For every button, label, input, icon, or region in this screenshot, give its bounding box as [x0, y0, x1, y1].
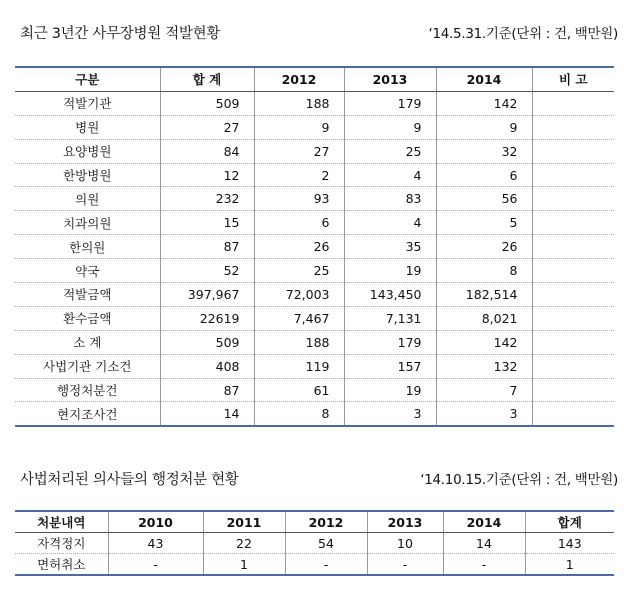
row-label: 적발기관	[15, 91, 160, 115]
table-cell: 9	[344, 115, 436, 139]
row-label: 요양병원	[15, 139, 160, 163]
table-cell: 56	[436, 187, 532, 211]
table-row	[15, 139, 614, 163]
table-cell: 142	[436, 91, 532, 115]
row-label: 의원	[15, 187, 160, 211]
table-cell: -	[367, 554, 443, 576]
table-row	[15, 163, 614, 187]
table-row	[15, 235, 614, 259]
row-label: 약국	[15, 259, 160, 283]
table-cell: 93	[254, 187, 344, 211]
table-cell: 509	[160, 91, 254, 115]
table-row	[15, 211, 614, 235]
table-cell	[532, 306, 614, 330]
table-cell: 19	[344, 259, 436, 283]
table-cell: 12	[160, 163, 254, 187]
row-label: 환수금액	[15, 306, 160, 330]
row-label: 한방병원	[15, 163, 160, 187]
table-cell: 25	[254, 259, 344, 283]
table-cell: 157	[344, 354, 436, 378]
table2-header-2013: 2013	[367, 511, 443, 533]
table-cell: 32	[436, 139, 532, 163]
table-cell	[532, 115, 614, 139]
table-cell: 6	[254, 211, 344, 235]
table2-title: 사법처리된 의사들의 행정처분 현황	[20, 472, 239, 488]
table-cell: 19	[344, 378, 436, 402]
table-cell: 408	[160, 354, 254, 378]
table2-header-total: 합계	[525, 511, 614, 533]
table-cell	[532, 211, 614, 235]
table-cell: 43	[108, 533, 203, 554]
table-cell: 27	[254, 139, 344, 163]
row-label: 치과의원	[15, 211, 160, 235]
table-cell: 26	[436, 235, 532, 259]
row-label: 현지조사건	[15, 402, 160, 426]
table-cell: 2	[254, 163, 344, 187]
table-cell: 22619	[160, 306, 254, 330]
table-cell: 83	[344, 187, 436, 211]
table1-header-remarks: 비 고	[532, 67, 614, 91]
table2-unit-note: ‘14.10.15.기준(단위 : 건, 백만원)	[420, 472, 618, 488]
table-row	[15, 378, 614, 402]
table-cell: 1	[525, 554, 614, 576]
table1-header-category: 구분	[15, 67, 160, 91]
table-cell: 8	[254, 402, 344, 426]
row-label: 면허취소	[15, 554, 108, 576]
table2-header-action: 처분내역	[15, 511, 108, 533]
detection-status-table	[15, 66, 614, 427]
table-cell: 35	[344, 235, 436, 259]
table-cell: 10	[367, 533, 443, 554]
table1-header-2013: 2013	[344, 67, 436, 91]
table-cell: 3	[344, 402, 436, 426]
table2-header-2012: 2012	[285, 511, 367, 533]
table-cell: -	[108, 554, 203, 576]
table-row	[15, 354, 614, 378]
table-cell: 7,467	[254, 306, 344, 330]
table-cell: 9	[436, 115, 532, 139]
table-row	[15, 91, 614, 115]
table-cell: 87	[160, 235, 254, 259]
table-cell	[532, 330, 614, 354]
row-label: 사법기관 기소건	[15, 354, 160, 378]
table-row	[15, 187, 614, 211]
table-cell	[532, 139, 614, 163]
table-cell: -	[285, 554, 367, 576]
table-cell	[532, 354, 614, 378]
row-label: 한의원	[15, 235, 160, 259]
table-cell: 179	[344, 91, 436, 115]
table-cell: 179	[344, 330, 436, 354]
table-cell: 8	[436, 259, 532, 283]
table-cell: 84	[160, 139, 254, 163]
table1-header-2012: 2012	[254, 67, 344, 91]
table-cell: 3	[436, 402, 532, 426]
table-cell: 132	[436, 354, 532, 378]
table2-header-2011: 2011	[203, 511, 285, 533]
table-cell: -	[443, 554, 525, 576]
table-cell	[532, 163, 614, 187]
table-cell	[532, 283, 614, 307]
table1-header-row	[15, 67, 614, 91]
table2-header-2014: 2014	[443, 511, 525, 533]
table-cell: 1	[203, 554, 285, 576]
table-cell: 4	[344, 163, 436, 187]
table-cell: 4	[344, 211, 436, 235]
table2-header-2010: 2010	[108, 511, 203, 533]
table-cell: 7	[436, 378, 532, 402]
table-cell	[532, 91, 614, 115]
table-cell: 27	[160, 115, 254, 139]
row-label: 소 계	[15, 330, 160, 354]
table1-header-total: 합 계	[160, 67, 254, 91]
table-row	[15, 115, 614, 139]
row-label: 행정처분건	[15, 378, 160, 402]
table-cell: 143,450	[344, 283, 436, 307]
table-row	[15, 554, 614, 576]
table-row	[15, 283, 614, 307]
administrative-action-table	[15, 510, 614, 576]
table-cell: 5	[436, 211, 532, 235]
table-cell: 119	[254, 354, 344, 378]
table2-header-row	[15, 511, 614, 533]
table-cell	[532, 187, 614, 211]
table-cell: 87	[160, 378, 254, 402]
table-row	[15, 306, 614, 330]
table-cell: 397,967	[160, 283, 254, 307]
table-row	[15, 259, 614, 283]
table-cell: 14	[160, 402, 254, 426]
table-cell: 188	[254, 330, 344, 354]
row-label: 적발금액	[15, 283, 160, 307]
table-cell	[532, 378, 614, 402]
table-cell	[532, 402, 614, 426]
table-cell: 182,514	[436, 283, 532, 307]
table-cell: 232	[160, 187, 254, 211]
table-cell: 188	[254, 91, 344, 115]
table-cell: 509	[160, 330, 254, 354]
table-cell: 54	[285, 533, 367, 554]
table1-unit-note: ‘14.5.31.기준(단위 : 건, 백만원)	[428, 26, 618, 42]
table-cell: 143	[525, 533, 614, 554]
table-cell: 15	[160, 211, 254, 235]
table-cell	[532, 259, 614, 283]
table-cell: 7,131	[344, 306, 436, 330]
table-cell: 14	[443, 533, 525, 554]
table-cell: 26	[254, 235, 344, 259]
table-cell: 52	[160, 259, 254, 283]
table-row	[15, 402, 614, 426]
table-cell: 61	[254, 378, 344, 402]
table-cell: 9	[254, 115, 344, 139]
table-row	[15, 330, 614, 354]
row-label: 자격정지	[15, 533, 108, 554]
row-label: 병원	[15, 115, 160, 139]
table-cell: 8,021	[436, 306, 532, 330]
table-cell	[532, 235, 614, 259]
table1-header-2014: 2014	[436, 67, 532, 91]
table-cell: 6	[436, 163, 532, 187]
table-row	[15, 533, 614, 554]
table-cell: 72,003	[254, 283, 344, 307]
table-cell: 142	[436, 330, 532, 354]
table-cell: 25	[344, 139, 436, 163]
table1-title: 최근 3년간 사무장병원 적발현황	[20, 26, 221, 42]
table-cell: 22	[203, 533, 285, 554]
